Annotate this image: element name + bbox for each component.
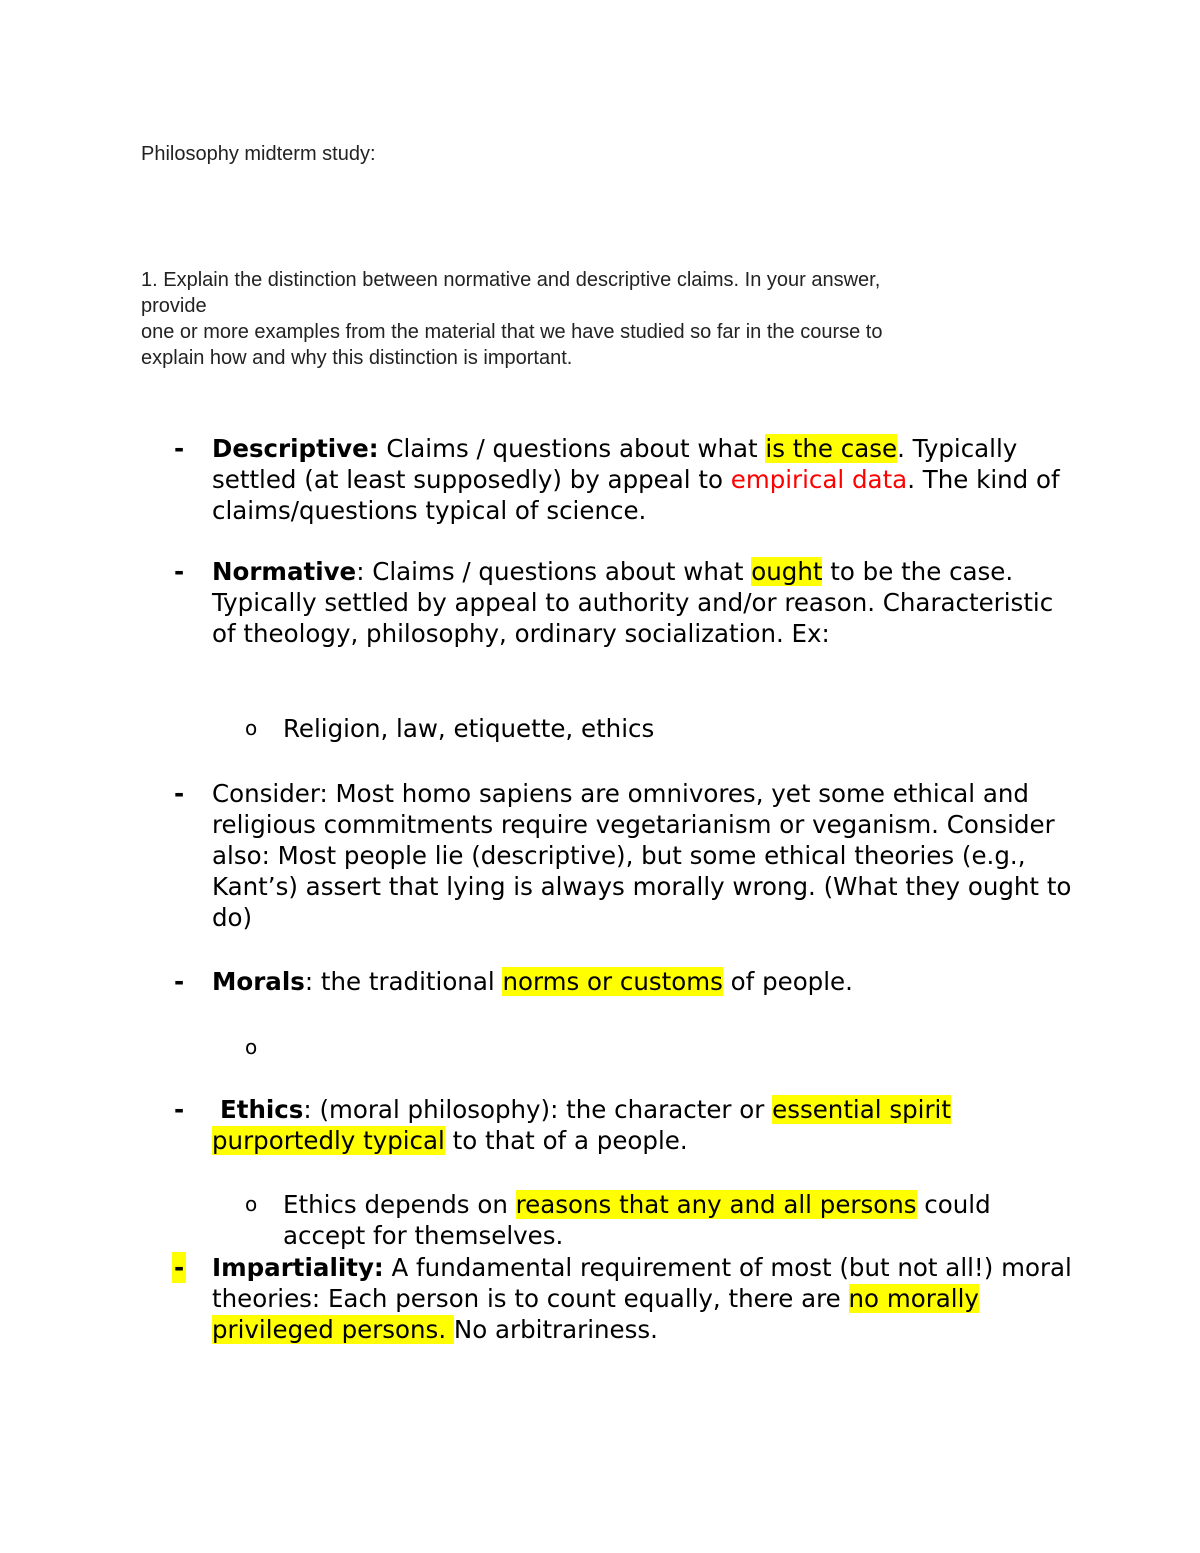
normative-text: : Claims / questions about what — [356, 557, 752, 586]
question-line: 1. Explain the distinction between normative and descriptive claims. In your answer, — [141, 269, 881, 291]
morals-item — [212, 966, 1082, 997]
normative-term: Normative — [212, 557, 357, 586]
highlight: is the case — [765, 434, 898, 463]
ethics-item — [212, 1094, 1082, 1125]
question-prompt — [141, 267, 1041, 371]
ethics-sub-text: could accept for themselves. — [283, 1190, 991, 1250]
impartiality-text: No arbitrariness. — [453, 1315, 658, 1344]
highlight: no morally privileged persons. — [212, 1284, 979, 1344]
bullet-dash: - — [174, 434, 185, 463]
normative-item — [212, 556, 1082, 649]
highlight: essential spirit — [772, 1095, 951, 1124]
descriptive-text: . The kind of claims/questions typical of science. — [212, 465, 1060, 525]
bullet-dash: - — [174, 967, 185, 996]
impartiality-item — [212, 1252, 1082, 1345]
bullet-circle: o — [245, 716, 258, 740]
impartiality-text: A fundamental requirement of most (but not all!) moral theories: Each person is to count equally, there are — [212, 1253, 1072, 1313]
morals-term: Morals — [212, 967, 305, 996]
morals-text: of people. — [722, 967, 853, 996]
descriptive-term: Descriptive: — [212, 434, 379, 463]
question-line: explain how and why this distinction is important. — [141, 347, 573, 369]
red-emphasis: empirical data — [730, 465, 908, 494]
bullet-circle: o — [245, 1035, 258, 1059]
normative-examples: Religion, law, etiquette, ethics — [283, 714, 655, 743]
ethics-text: : (moral philosophy): the character or — [303, 1095, 773, 1124]
highlight: reasons that any and all persons — [515, 1190, 917, 1219]
highlight: norms or customs — [502, 967, 723, 996]
consider-item: Consider: Most homo sapiens are omnivores, yet some ethical and religious commitments require vegetarianism or veganism. Consider also: Most people lie (descriptive), but some ethical theories (e.g., Kant’s) assert that lying is always morally wrong. (What they ought to do) — [212, 779, 1072, 932]
impartiality-term: Impartiality: — [212, 1253, 384, 1282]
descriptive-item — [212, 433, 1082, 526]
ethics-sub-text: Ethics depends on — [283, 1190, 516, 1219]
ethics-term: Ethics — [220, 1095, 304, 1124]
ethics-subpoint — [283, 1189, 1073, 1251]
bullet-dash-highlighted: - — [174, 1253, 185, 1282]
bullet-dash: - — [174, 1095, 185, 1124]
descriptive-text: Claims / questions about what — [378, 434, 766, 463]
bullet-dash: - — [174, 557, 185, 586]
bullet-dash: - — [174, 779, 185, 808]
normative-text: to be the case. Typically settled by appeal to authority and/or reason. Characteristic of theology, philosophy, ordinary socialization. Ex: — [212, 557, 1054, 648]
highlight: ought — [751, 557, 823, 586]
morals-text: : the traditional — [304, 967, 503, 996]
ethics-item-continued — [212, 1125, 1082, 1156]
highlight: purportedly typical — [212, 1126, 445, 1155]
question-line: one or more examples from the material that we have studied so far in the course to — [141, 321, 883, 343]
descriptive-text: . Typically settled (at least supposedly) by appeal to — [212, 434, 1018, 494]
question-line: provide — [141, 295, 207, 317]
page-title: Philosophy midterm study: — [141, 143, 376, 165]
bullet-circle: o — [245, 1192, 258, 1216]
ethics-text: to that of a people. — [444, 1126, 688, 1155]
